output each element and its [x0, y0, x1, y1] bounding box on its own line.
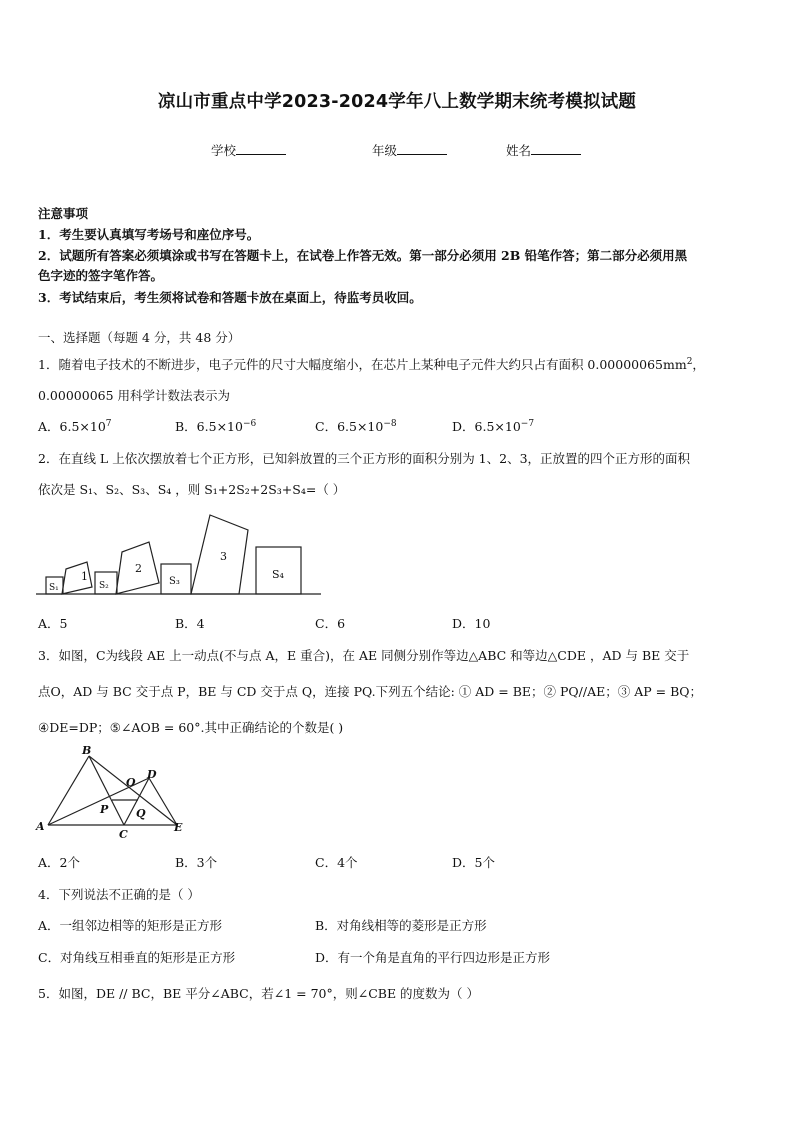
squares-figure: [36, 510, 326, 600]
q2-option-c[interactable]: C．6: [315, 616, 346, 631]
triangle-figure: [34, 742, 194, 842]
point-b: B: [82, 744, 92, 757]
q1-option-c[interactable]: C．$6.5\times 10^{-8}$: [315, 418, 397, 434]
point-q: Q: [136, 807, 146, 820]
name-field[interactable]: [506, 141, 581, 159]
school-field[interactable]: [211, 141, 286, 159]
q2-option-a[interactable]: A．5: [38, 616, 68, 631]
question-3-line-1: 3．如图，C为线段 AE 上一动点(不与点 A，E 重合)，在 AE 同侧分别作等边△ABC 和等边△CDE ，AD 与 BE 交于: [38, 648, 690, 663]
q1-text: 1．随着电子技术的不断进步，电子元件的尺寸大幅度缩小，在芯片上某种电子元件大约只占有面积 0.00000065mm: [38, 357, 687, 372]
question-1-line-2: 0.00000065 用科学计数法表示为: [38, 388, 231, 403]
question-2-line-2: 依次是 S₁、S₂、S₃、S₄ ，则 S₁+2S₂+2S₃+S₄=（ ）: [38, 482, 346, 497]
q1-option-d[interactable]: D．$6.5\times 10^{-7}$: [452, 418, 535, 434]
point-o: O: [126, 776, 136, 789]
q3-option-a[interactable]: A．2个: [38, 855, 80, 870]
question-3-line-3: ④DE=DP；⑤∠AOB = 60°.其中正确结论的个数是( ): [38, 720, 344, 735]
q4-option-b[interactable]: B．对角线相等的菱形是正方形: [315, 918, 487, 933]
label-3: 3: [220, 550, 227, 563]
q1-sup: 2: [686, 356, 693, 367]
point-a: A: [36, 820, 45, 833]
q1-option-a[interactable]: A．$6.5\times 10^7$: [38, 418, 112, 434]
label-1: 1: [81, 570, 88, 583]
q4-option-a[interactable]: A．一组邻边相等的矩形是正方形: [38, 918, 223, 933]
label-s4: S₄: [272, 568, 284, 581]
question-4-stem: 4．下列说法不正确的是（ ）: [38, 887, 200, 902]
grade-label: 年级: [372, 143, 398, 158]
q3-option-b[interactable]: B．3个: [175, 855, 218, 870]
note-item: 3．考试结束后，考生须将试卷和答题卡放在桌面上，待监考员收回。: [38, 290, 422, 305]
label-s3: S₃: [169, 576, 180, 587]
q1-end: ，: [692, 357, 705, 372]
section-heading: 一、选择题（每题 4 分，共 48 分）: [38, 330, 241, 345]
grade-field[interactable]: [372, 141, 447, 159]
q4-option-d[interactable]: D．有一个角是直角的平行四边形是正方形: [315, 950, 551, 965]
question-5-stem: 5．如图，DE // BC，BE 平分∠ABC，若∠1 = 70°，则∠CBE 的度数为（ ）: [38, 986, 480, 1001]
label-2: 2: [135, 562, 142, 575]
label-s2: S₂: [99, 581, 109, 591]
point-e: E: [174, 821, 183, 834]
note-item: 色字迹的签字笔作答。: [38, 268, 164, 283]
label-s1: S₁: [49, 583, 59, 593]
school-label: 学校: [211, 143, 237, 158]
q3-option-c[interactable]: C．4个: [315, 855, 358, 870]
notes-heading: 注意事项: [38, 206, 89, 221]
point-p: P: [100, 803, 109, 816]
segment-de: [149, 778, 177, 825]
q4-option-c[interactable]: C．对角线互相垂直的矩形是正方形: [38, 950, 236, 965]
question-2-line-1: 2．在直线 L 上依次摆放着七个正方形，已知斜放置的三个正方形的面积分别为 1、2、3，正放置的四个正方形的面积: [38, 451, 691, 466]
q2-option-d[interactable]: D．10: [452, 616, 491, 631]
segment-ab: [48, 756, 89, 825]
question-1-line-1: [38, 355, 705, 373]
question-3-line-2: 点O，AD 与 BC 交于点 P，BE 与 CD 交于点 Q，连接 PQ.下列五个结论: ① AD = BE；② PQ//AE；③ AP = BQ；: [38, 684, 703, 699]
note-item: 1．考生要认真填写考场号和座位序号。: [38, 227, 260, 242]
q3-option-d[interactable]: D．5个: [452, 855, 495, 870]
q1-option-b[interactable]: B．$6.5\times 10^{-6}$: [175, 418, 257, 434]
q2-option-b[interactable]: B．4: [175, 616, 205, 631]
note-item: 2．试题所有答案必须填涂或书写在答题卡上，在试卷上作答无效。第一部分必须用 2B 铅笔作答；第二部分必须用黑: [38, 248, 688, 263]
point-d: D: [147, 768, 157, 781]
name-label: 姓名: [506, 143, 532, 158]
page-title: 凉山市重点中学2023-2024学年八上数学期末统考模拟试题: [157, 92, 637, 112]
point-c: C: [119, 828, 128, 841]
